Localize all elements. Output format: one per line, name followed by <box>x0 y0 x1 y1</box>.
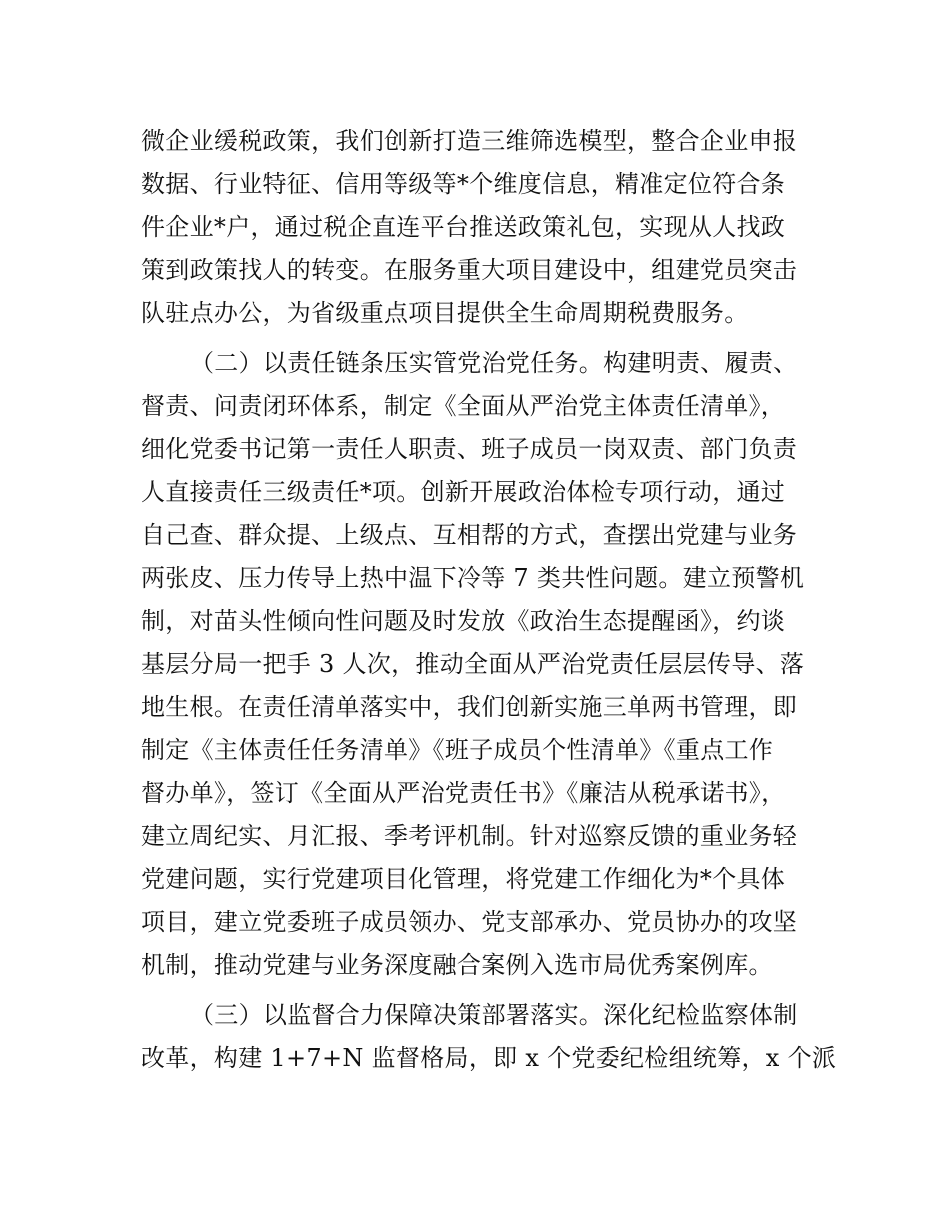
text-line: 人直接责任三级责任*项。创新开展政治体检专项行动，通过 <box>141 478 786 506</box>
text-line: 细化党委书记第一责任人职责、班子成员一岗双责、部门负责 <box>141 435 798 463</box>
text-line: 微企业缓税政策，我们创新打造三维筛选模型，整合企业申报 <box>141 127 798 155</box>
text-line: 督责、问责闭环体系，制定《全面从严治党主体责任清单》， <box>141 392 786 420</box>
text-line: 策到政策找人的转变。在服务重大项目建设中，组建党员突击 <box>141 256 798 284</box>
text-line: 件企业*户，通过税企直连平台推送政策礼包，实现从人找政 <box>141 213 786 241</box>
text-line: 数据、行业特征、信用等级等*个维度信息，精准定位符合条 <box>141 170 786 198</box>
text-line: 队驻点办公，为省级重点项目提供全生命周期税费服务。 <box>141 299 749 327</box>
text-line: 自己查、群众提、上级点、互相帮的方式，查摆出党建与业务 <box>141 521 798 549</box>
text-line: 督办单》，签订《全面从严治党责任书》《廉洁从税承诺书》， <box>141 779 786 807</box>
text-line: 改革，构建 1+7+N 监督格局，即 x 个党委纪检组统筹，x 个派 <box>141 1044 837 1072</box>
text-line: 制定《主体责任任务清单》《班子成员个性清单》《重点工作 <box>141 736 774 764</box>
text-line: 制，对苗头性倾向性问题及时发放《政治生态提醒函》，约谈 <box>141 607 786 635</box>
text-line: 项目，建立党委班子成员领办、党支部承办、党员协办的攻坚 <box>141 908 798 936</box>
text-line: 机制，推动党建与业务深度融合案例入选市局优秀案例库。 <box>141 951 773 979</box>
text-line: 两张皮、压力传导上热中温下冷等 7 类共性问题。建立预警机 <box>141 564 805 592</box>
text-line: 地生根。在责任清单落实中，我们创新实施三单两书管理，即 <box>141 693 798 721</box>
paragraph-heading-line: （二）以责任链条压实管党治党任务。构建明责、履责、 <box>190 349 798 377</box>
text-line: 建立周纪实、月汇报、季考评机制。针对巡察反馈的重业务轻 <box>141 822 798 850</box>
text-line: 基层分局一把手 3 人次，推动全面从严治党责任层层传导、落 <box>141 650 805 678</box>
text-line: 党建问题，实行党建项目化管理，将党建工作细化为*个具体 <box>141 865 786 893</box>
paragraph-heading-line: （三）以监督合力保障决策部署落实。深化纪检监察体制 <box>190 1001 798 1029</box>
